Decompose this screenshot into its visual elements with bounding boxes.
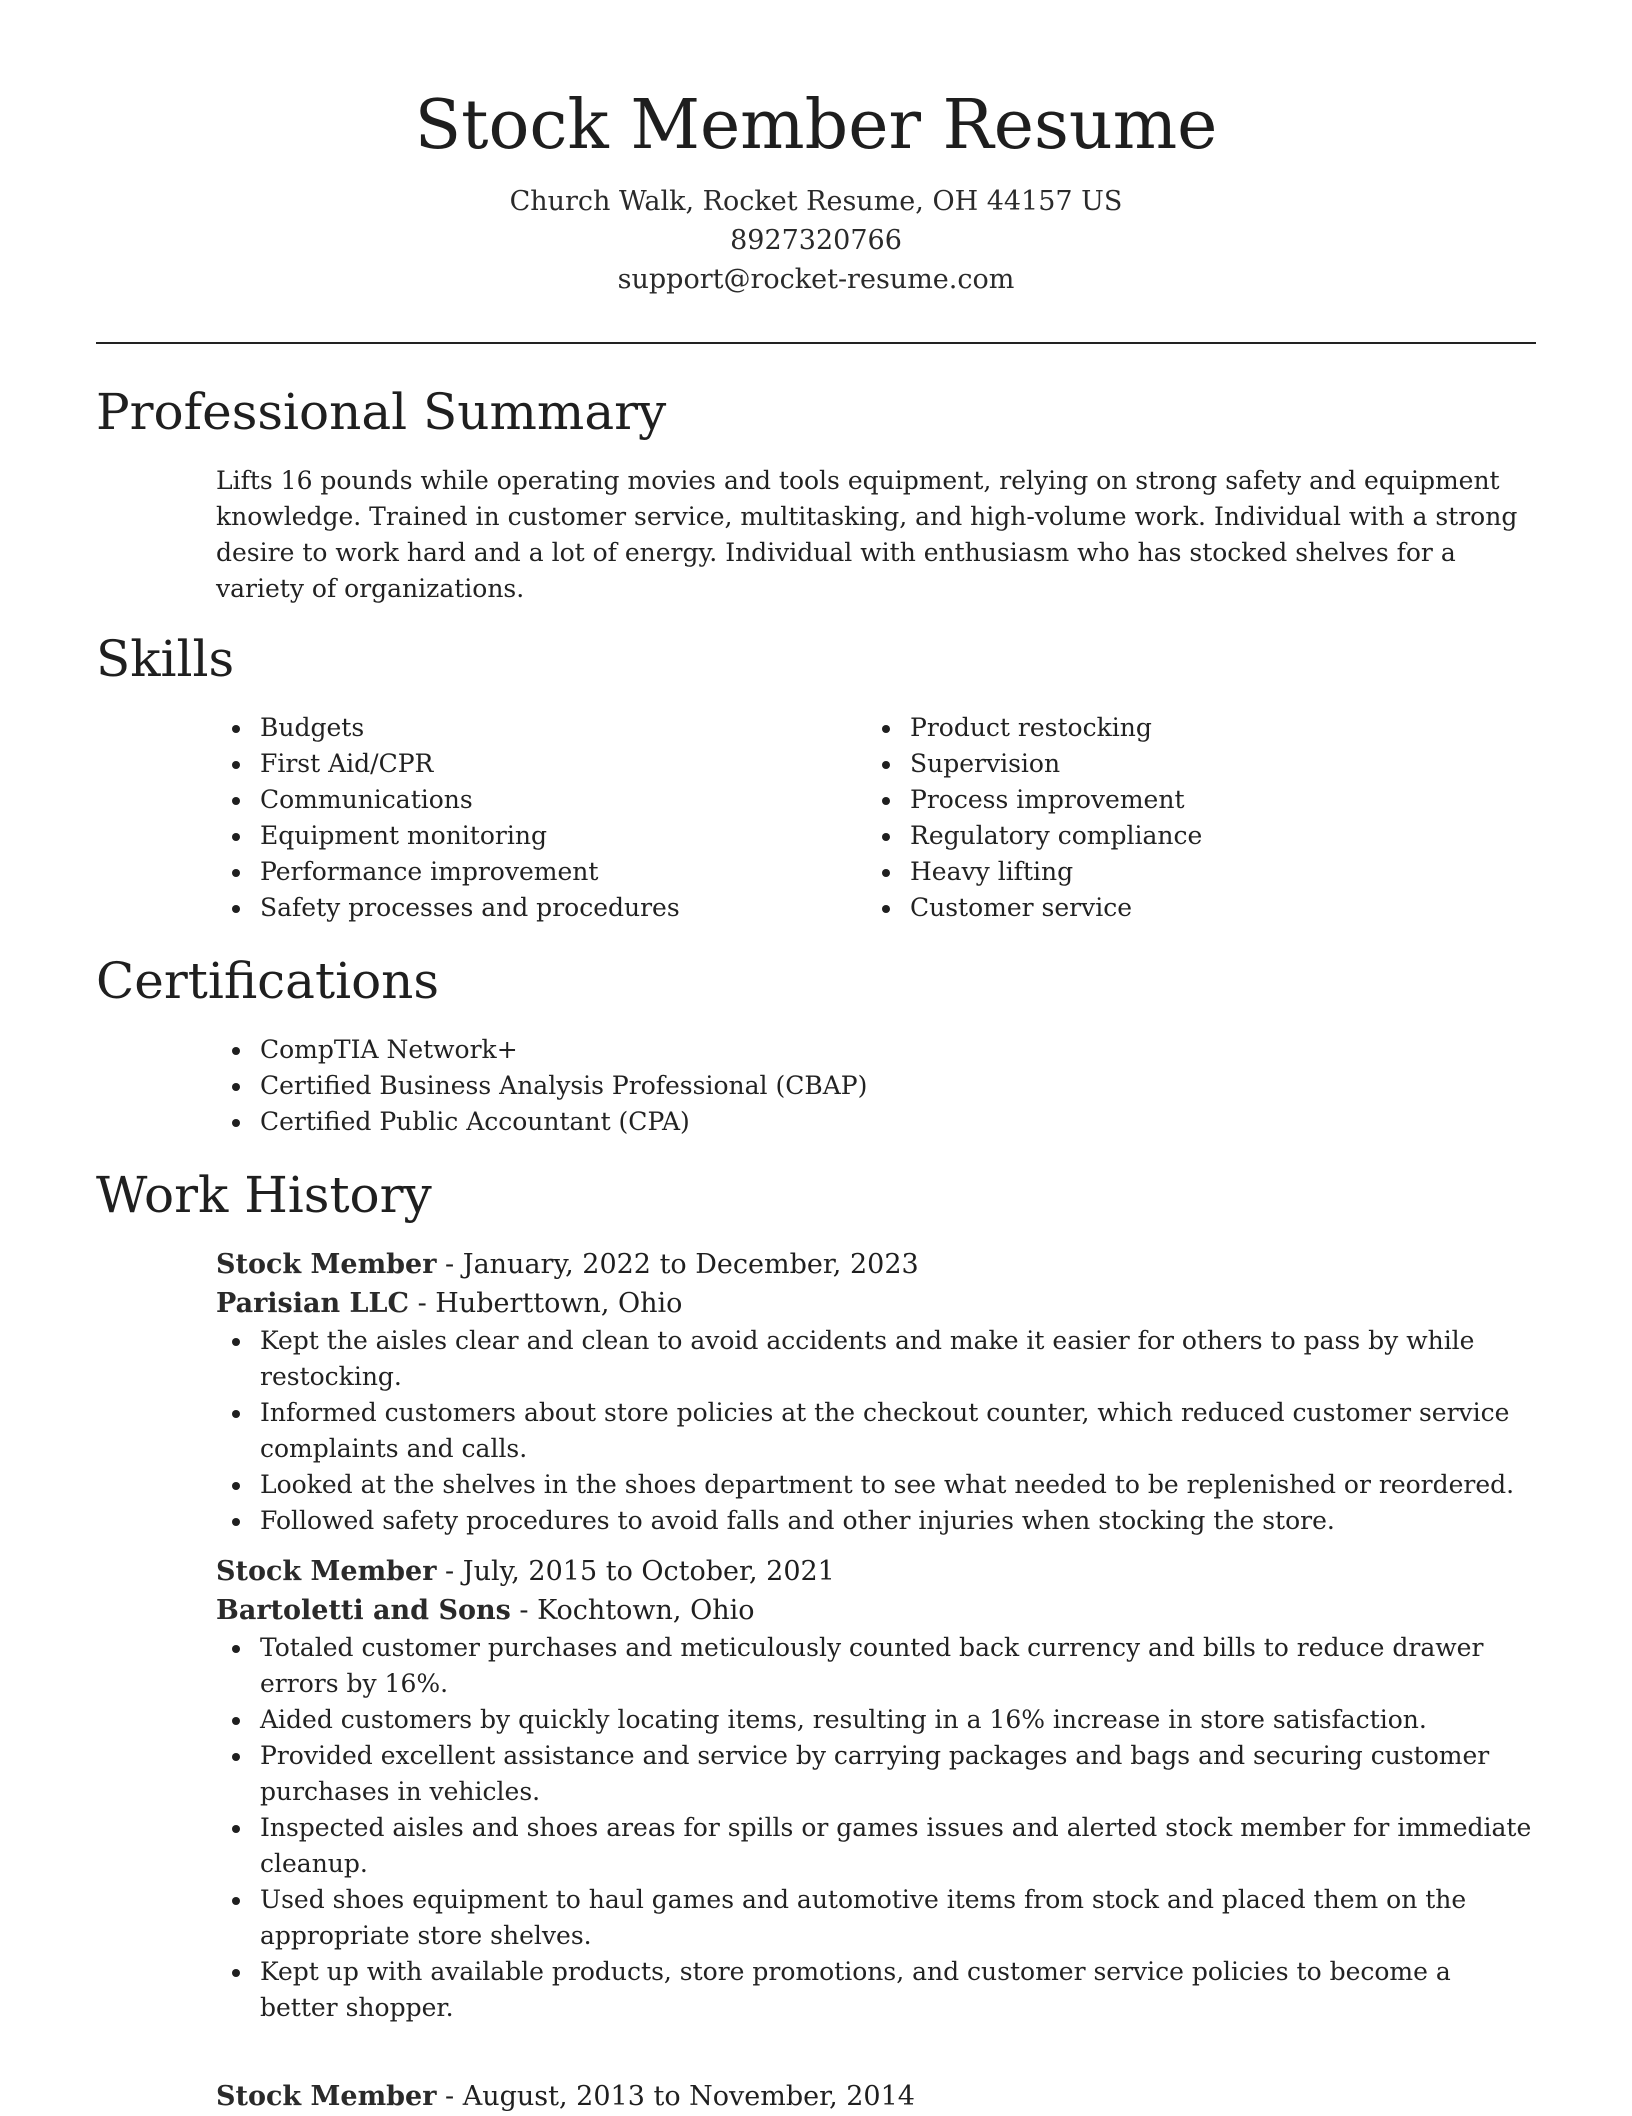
- job-dates: - January, 2022 to December, 2023: [436, 1249, 919, 1280]
- section-heading-certifications: Certifications: [96, 952, 440, 1010]
- certification-item: CompTIA Network+: [216, 1032, 1536, 1068]
- job-duty: Provided excellent assistance and service by carrying packages and bags and securing customer purchases in vehicles.: [216, 1738, 1536, 1810]
- job-entry: [216, 2077, 1536, 2116]
- job-entry: [216, 1552, 1536, 2026]
- skill-item: Regulatory compliance: [866, 818, 1466, 854]
- job-company: Parisian LLC: [216, 1288, 409, 1319]
- contact-info: [0, 182, 1632, 299]
- section-heading-skills: Skills: [96, 630, 235, 688]
- contact-email: support@rocket-resume.com: [617, 264, 1015, 295]
- job-company-line: [216, 1284, 1536, 1323]
- skill-item: Supervision: [866, 746, 1466, 782]
- skills-list-left: [216, 710, 816, 926]
- job-dates: - July, 2015 to October, 2021: [436, 1556, 835, 1587]
- job-duty: Looked at the shelves in the shoes department to see what needed to be replenished or reordered.: [216, 1467, 1536, 1503]
- job-title-line: [216, 2077, 1536, 2116]
- skill-item: First Aid/CPR: [216, 746, 816, 782]
- job-duty: Kept the aisles clear and clean to avoid accidents and make it easier for others to pass by while restocking.: [216, 1323, 1536, 1395]
- resume-title: Stock Member Resume: [414, 86, 1218, 165]
- job-duties-list: [216, 1323, 1536, 1539]
- skill-item: Process improvement: [866, 782, 1466, 818]
- contact-phone: 8927320766: [730, 225, 902, 256]
- skill-item: Safety processes and procedures: [216, 890, 816, 926]
- header-divider: [96, 342, 1536, 344]
- job-title-line: [216, 1552, 1536, 1591]
- job-duty: Aided customers by quickly locating items, resulting in a 16% increase in store satisfaction.: [216, 1702, 1536, 1738]
- certification-item: Certified Public Accountant (CPA): [216, 1104, 1536, 1140]
- job-duties-list: [216, 1630, 1536, 2026]
- job-duty: Inspected aisles and shoes areas for spills or games issues and alerted stock member for immediate cleanup.: [216, 1810, 1536, 1882]
- job-title-line: [216, 1245, 1536, 1284]
- job-duty: Used shoes equipment to haul games and automotive items from stock and placed them on the appropriate store shelves.: [216, 1882, 1536, 1954]
- certifications-list: [216, 1032, 1536, 1140]
- job-dates: - August, 2013 to November, 2014: [436, 2081, 915, 2112]
- job-duty: Totaled customer purchases and meticulously counted back currency and bills to reduce drawer errors by 16%.: [216, 1630, 1536, 1702]
- skills-list-right: [866, 710, 1466, 926]
- section-heading-summary: Professional Summary: [96, 383, 667, 441]
- summary-paragraph: Lifts 16 pounds while operating movies and tools equipment, relying on strong safety and equipment knowledge. Trained in customer service, multitasking, and high-volume work. Individual with a strong desire to work hard and a lot of energy. Individual with enthusiasm who has stocked shelves for a variety of organizations.: [216, 466, 1518, 603]
- job-location: - Huberttown, Ohio: [409, 1288, 683, 1319]
- contact-address: Church Walk, Rocket Resume, OH 44157 US: [509, 186, 1123, 217]
- job-company-line: [216, 1591, 1536, 1630]
- skill-item: Performance improvement: [216, 854, 816, 890]
- job-duty: Followed safety procedures to avoid falls and other injuries when stocking the store.: [216, 1503, 1536, 1539]
- skill-item: Budgets: [216, 710, 816, 746]
- skill-item: Heavy lifting: [866, 854, 1466, 890]
- job-title: Stock Member: [216, 1249, 437, 1280]
- skill-item: Equipment monitoring: [216, 818, 816, 854]
- job-entry: [216, 1245, 1536, 1539]
- skill-item: Product restocking: [866, 710, 1466, 746]
- resume-header: [0, 80, 1632, 299]
- certification-item: Certified Business Analysis Professional (CBAP): [216, 1068, 1536, 1104]
- job-company: Bartoletti and Sons: [216, 1595, 511, 1626]
- skill-item: Communications: [216, 782, 816, 818]
- section-heading-work-history: Work History: [96, 1166, 432, 1224]
- job-title: Stock Member: [216, 1556, 437, 1587]
- job-duty: Kept up with available products, store promotions, and customer service policies to become a better shopper.: [216, 1954, 1536, 2026]
- job-duty: Informed customers about store policies at the checkout counter, which reduced customer service complaints and calls.: [216, 1395, 1536, 1467]
- skill-item: Customer service: [866, 890, 1466, 926]
- job-location: - Kochtown, Ohio: [510, 1595, 755, 1626]
- job-title: Stock Member: [216, 2081, 437, 2112]
